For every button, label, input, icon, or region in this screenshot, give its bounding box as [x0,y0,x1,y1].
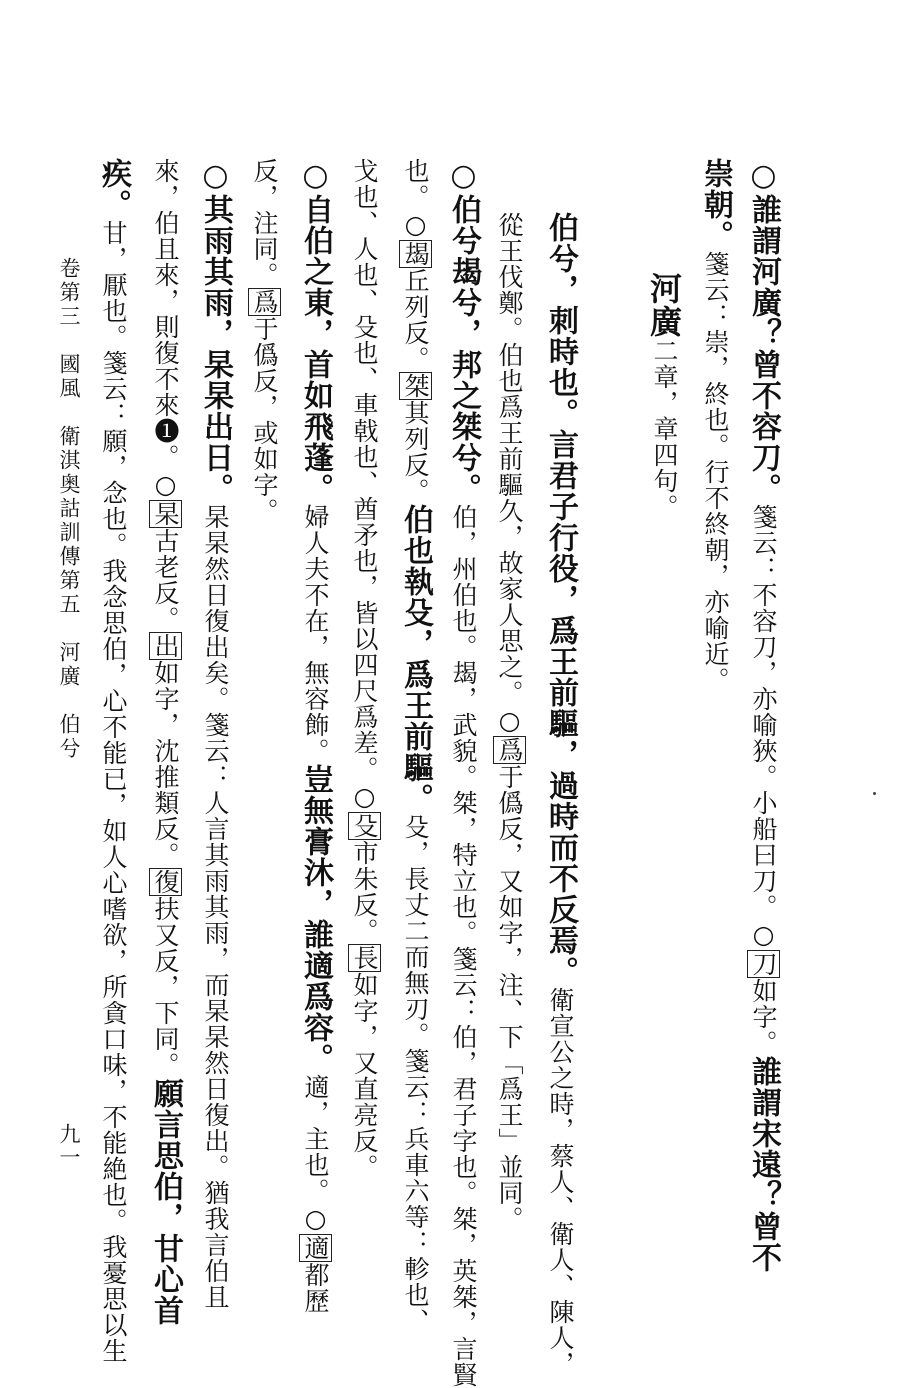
boxed-headword: 長 [350,945,379,971]
commentary-text: 杲杲然日復出矣。箋云：人言其雨其雨，而杲杲然日復出。猶我言伯且 [201,504,230,1310]
text-column-11 [198,158,233,1310]
commentary-text: 于僞反，或如字。 [250,316,279,524]
commentary-text: 如字。 [749,978,778,1056]
commentary-text: 衛宣公之時，蔡人、衛人、陳人， [546,987,575,1377]
main-text: ○其雨其雨，杲杲出日。 [198,158,233,504]
commentary-text: 如字，沈推類反。 [151,660,180,868]
main-text: 疾。 [96,158,131,220]
main-text: ○誰謂河廣？曾不容刀。 [746,158,781,504]
text-column-1 [746,158,781,1273]
commentary-text: 二章，章四句。 [650,338,679,520]
main-text: 誰謂宋遠？曾不 [746,1056,781,1273]
commentary-text: 古老反。 [151,528,180,632]
text-column-12 [148,158,183,1326]
commentary-text: 反，注同。 [250,158,279,288]
scan-speck [873,792,876,795]
running-head: 卷第三 國風 衛淇奥詁訓傳第五 河廣 伯兮 [57,257,81,761]
page-number: 九一 [57,1123,81,1169]
boxed-headword: 桀 [401,373,430,399]
text-column-2 [698,158,733,693]
boxed-headword: 朅 [401,241,430,267]
text-column-9 [298,158,333,1314]
main-text: 願言思伯，甘心首 [148,1078,183,1326]
main-text: 伯兮，刺時也。言君子行役，爲王前驅，過時而不反焉。 [543,212,578,987]
commentary-text: 其列反。 [401,400,430,504]
text-column-7 [398,158,433,1334]
commentary-text: 箋云：不容刀，亦喻狹。小船曰刀。○ [749,504,778,950]
commentary-text: 如字，又直亮反。 [350,972,379,1180]
text-column-13 [96,158,131,1364]
commentary-text: 于僞反，又如字，注、下「爲王」並同。 [495,764,524,1232]
main-text: 河廣 [645,272,683,338]
boxed-headword: 刀 [749,951,778,977]
commentary-text: 箋云：崇，終也。行不終朝，亦喻近。 [701,251,730,693]
text-column-3 [645,272,683,520]
main-text: ○自伯之東，首如飛蓬。 [298,158,333,504]
text-column-5 [497,212,522,1232]
commentary-text: 來，伯且來，則復不來❶。○ [151,158,180,500]
text-column-10 [252,158,277,524]
boxed-headword: 杲 [151,501,180,527]
commentary-text: 都歷 [301,1262,330,1314]
boxed-headword: 出 [151,633,180,659]
commentary-text: 殳，長丈二而無刃。箋云：兵車六等：軫也、 [401,814,430,1334]
text-column-6 [446,158,481,1388]
commentary-text: 戈也、人也、殳也、車戟也、酋矛也，皆以四尺爲差。○ [350,158,379,812]
boxed-headword: 復 [151,869,180,895]
text-column-4 [543,212,578,1377]
commentary-text: 伯，州伯也。朅，武貌。桀，特立也。箋云：伯，君子字也。桀，英桀，言賢 [449,504,478,1388]
main-text: 豈無膏沐，誰適爲容。 [298,764,333,1074]
text-column-8 [352,158,377,1180]
commentary-text: 市朱反。 [350,840,379,944]
commentary-text: 丘列反。 [401,268,430,372]
commentary-text: 婦人夫不在，無容飾。 [301,504,330,764]
boxed-headword: 殳 [350,813,379,839]
commentary-text: 從王伐鄭。伯也爲王前驅久，故家人思之。○ [495,212,524,736]
commentary-text: 適，主也。○ [301,1074,330,1234]
main-text: 伯也執殳，爲王前驅。 [398,504,433,814]
commentary-text: 甘，厭也。箋云：願，念也。我念思伯，心不能已，如人心嗜欲，所貪口味，不能絶也。我憂思以生 [99,220,128,1364]
commentary-text: 扶又反，下同。 [151,896,180,1078]
main-text: ○伯兮朅兮，邦之桀兮。 [446,158,481,504]
boxed-headword: 適 [301,1235,330,1261]
commentary-text: 也。○ [401,158,430,240]
boxed-headword: 爲 [495,737,524,763]
boxed-headword: 爲 [250,289,279,315]
main-text: 崇朝。 [698,158,733,251]
